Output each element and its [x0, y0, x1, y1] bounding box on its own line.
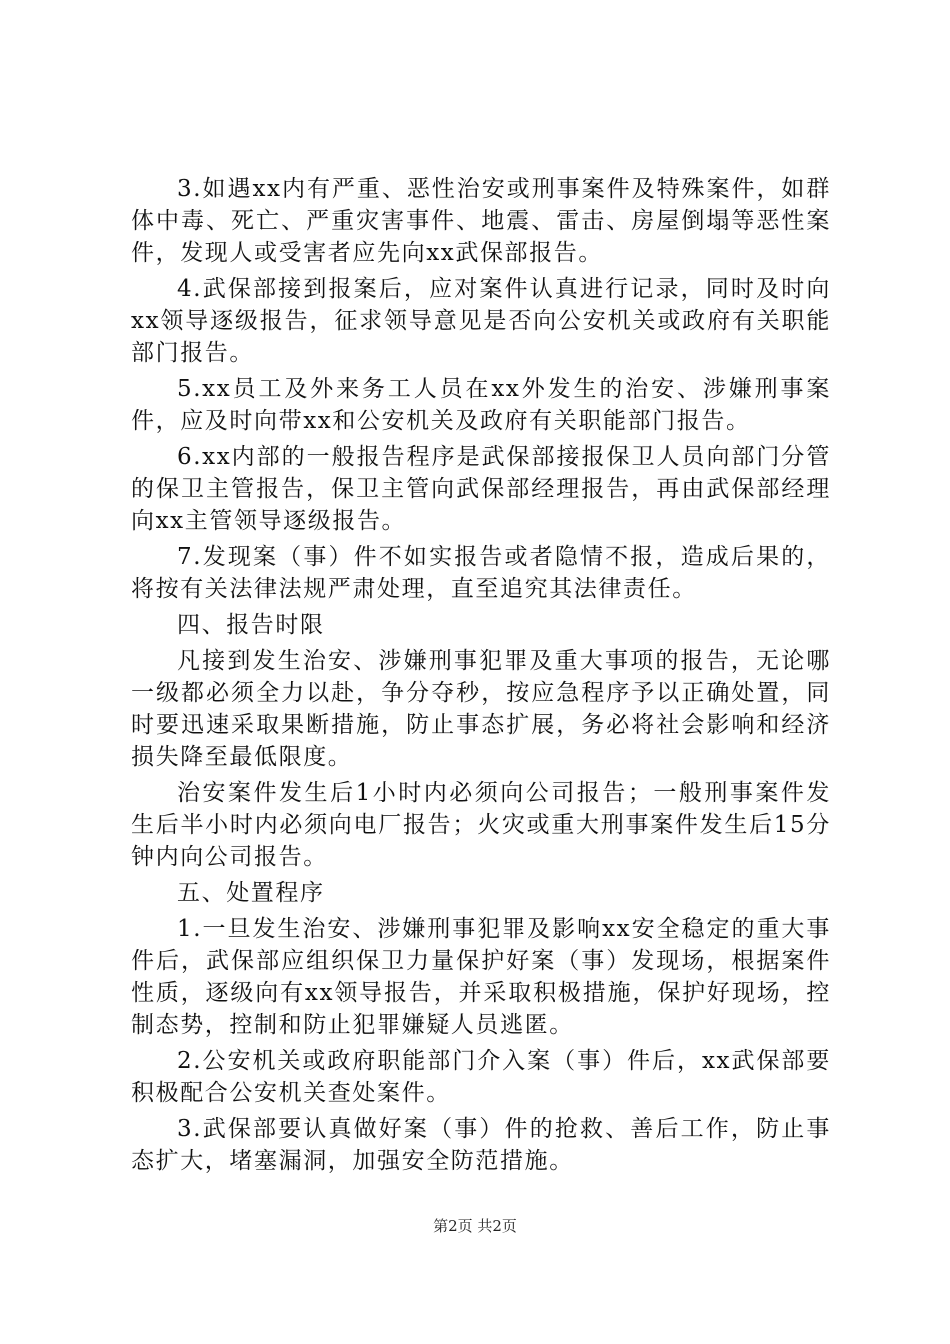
paragraph-record-and-report: 4.武保部接到报案后，应对案件认真进行记录，同时及时向xx领导逐级报告，征求领导意见是否向公安机关或政府有关职能部门报告。 — [131, 276, 831, 366]
section-heading-report-time-limit: 四、报告时限 — [177, 612, 325, 638]
paragraph-internal-procedure: 6.xx内部的一般报告程序是武保部接报保卫人员向部门分管的保卫主管报告，保卫主管向武保部经理报告，再由武保部经理向xx主管领导逐级报告。 — [131, 444, 831, 534]
paragraph-concealment-penalty: 7.发现案（事）件不如实报告或者隐情不报，造成后果的，将按有关法律法规严肃处理，直至追究其法律责任。 — [131, 544, 831, 602]
paragraph-aftermath-work: 3.武保部要认真做好案（事）件的抢救、善后工作，防止事态扩大，堵塞漏洞，加强安全防范措施。 — [131, 1116, 831, 1174]
paragraph-external-cases: 5.xx员工及外来务工人员在xx外发生的治安、涉嫌刑事案件，应及时向带xx和公安机关及政府有关职能部门报告。 — [131, 376, 831, 434]
paragraph-cooperate-police: 2.公安机关或政府职能部门介入案（事）件后，xx武保部要积极配合公安机关查处案件。 — [131, 1048, 831, 1106]
paragraph-urgent-response: 凡接到发生治安、涉嫌刑事犯罪及重大事项的报告，无论哪一级都必须全力以赴，争分夺秒，按应急程序予以正确处置，同时要迅速采取果断措施，防止事态扩展，务必将社会影响和经济损失降至最低限度。 — [131, 648, 831, 770]
paragraph-protect-scene: 1.一旦发生治安、涉嫌刑事犯罪及影响xx安全稳定的重大事件后，武保部应组织保卫力量保护好案（事）发现场，根据案件性质，逐级向有xx领导报告，并采取积极措施，保护好现场，控制态势，控制和防止犯罪嫌疑人员逃匿。 — [131, 916, 831, 1038]
document-body — [131, 173, 831, 1181]
page-number-footer: 第2页 共2页 — [433, 1217, 517, 1235]
paragraph-report-serious-cases: 3.如遇xx内有严重、恶性治安或刑事案件及特殊案件，如群体中毒、死亡、严重灾害事件、地震、雷击、房屋倒塌等恶性案件，发现人或受害者应先向xx武保部报告。 — [131, 176, 831, 266]
paragraph-report-deadlines: 治安案件发生后1小时内必须向公司报告；一般刑事案件发生后半小时内必须向电厂报告；火灾或重大刑事案件发生后15分钟内向公司报告。 — [131, 780, 831, 870]
section-heading-handling-procedure: 五、处置程序 — [177, 880, 325, 906]
